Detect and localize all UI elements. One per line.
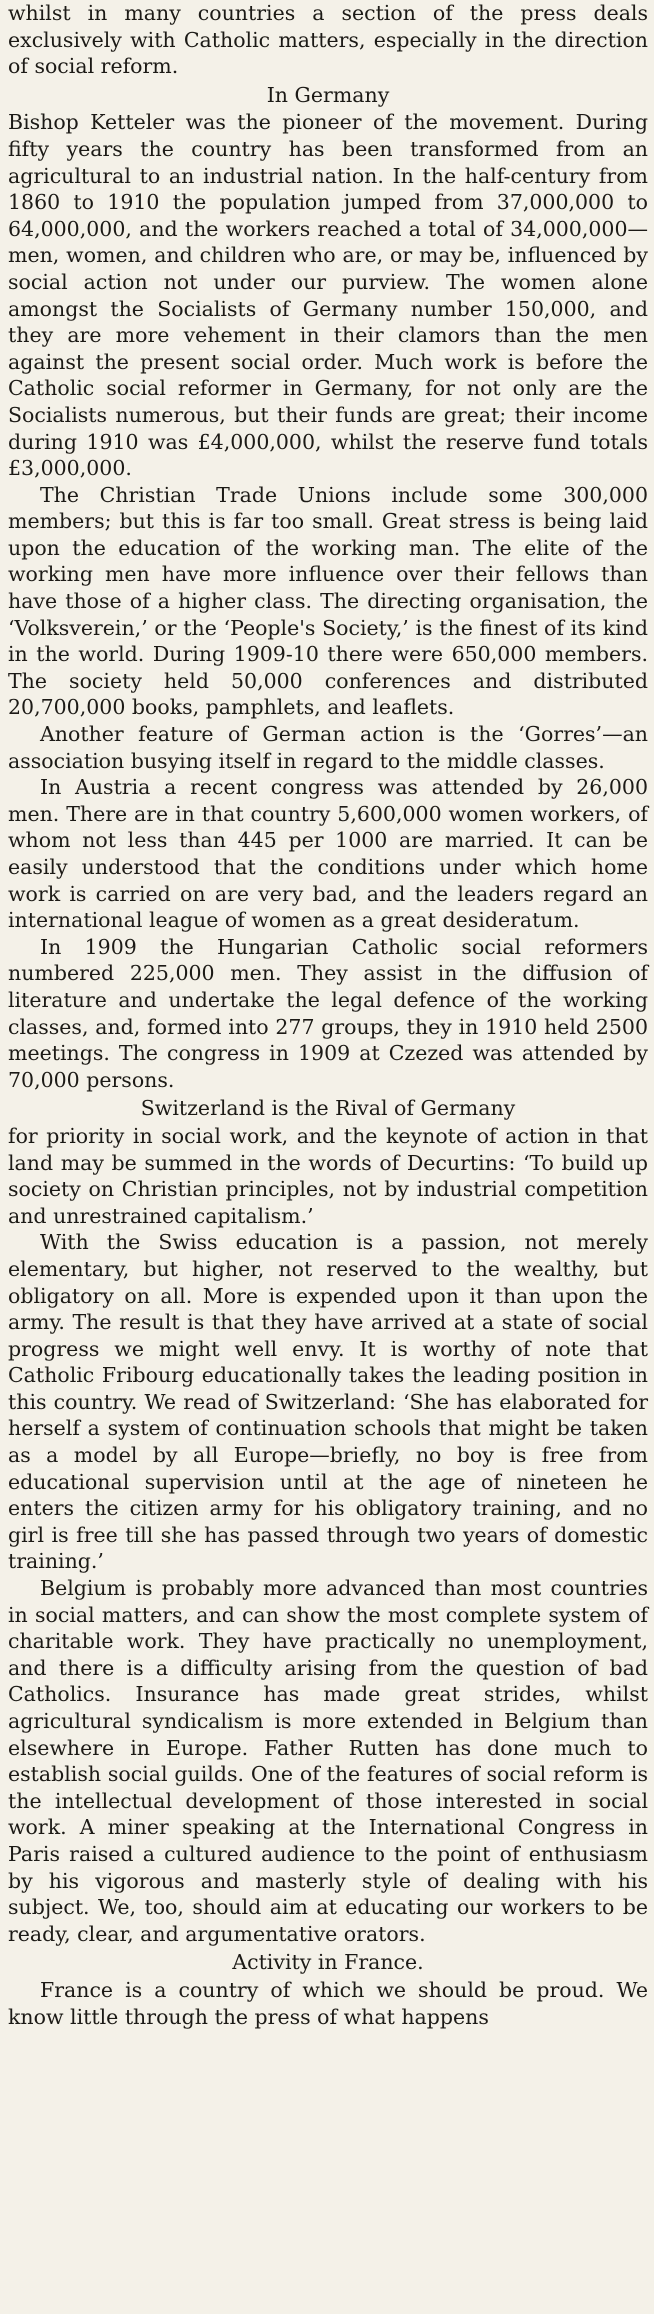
switzerland-paragraph-priority: for priority in social work, and the keynote of action in that land may be summed in the words of Decurtins: ‘To build up society on Christian principles, not by industrial competition and unrestrained capitalism.’ (8, 1123, 648, 1228)
germany-paragraph-trade-unions: The Christian Trade Unions include some 300,000 members; but this is far too small. Great stress is being laid upon the education of the working man. The elite of the working men have more influence over their fellows than have those of a higher class. The directing organisation, the ‘Volksverein,’ or the ‘People's Society,’ is the finest of its kind in the world. During 1909-10 there were 650,000 members. The society held 50,000 conferences and distributed 20,700,000 books, pamphlets, and leaflets. (8, 482, 648, 720)
austria-paragraph: In Austria a recent congress was attended by 26,000 men. There are in that country 5,600,000 women workers, of whom not less than 445 per 1000 are married. It can be easily understood that the conditions under which home work is carried on are very bad, and the leaders regard an international league of women as a great desideratum. (8, 775, 648, 933)
germany-paragraph-ketteler: Bishop Ketteler was the pioneer of the movement. During fifty years the country has been transformed from an agricultural to an industrial nation. In the half-century from 1860 to 1910 the population jumped from 37,000,000 to 64,000,000, and the workers reached a total of 34,000,000—men, women, and children who are, or may be, influenced by social action not under our purview. The women alone amongst the Socialists of Germany number 150,000, and they are more vehement in their clamors than the men against the present social order. Much work is before the Catholic social reformer in Germany, for not only are the Socialists numerous, but their funds are great; their income during 1910 was £4,000,000, whilst the reserve fund totals £3,000,000. (8, 110, 648, 481)
opening-paragraph: whilst in many countries a section of the press deals exclusively with Catholic matters, especially in the direction of social reform. (8, 1, 648, 79)
heading-in-germany: In Germany (266, 82, 390, 107)
belgium-paragraph: Belgium is probably more advanced than most countries in social matters, and can show the most complete system of charitable work. They have practically no unemployment, and there is a difficulty arising from the question of bad Catholics. Insurance has made great strides, whilst agricultural syndicalism is more extended in Belgium than elsewhere in Europe. Father Rutten has done much to establish social guilds. One of the features of social reform is the intellectual development of those interested in social work. A miner speaking at the International Congress in Paris raised a cultured audience to the point of enthusiasm by his vigorous and masterly style of dealing with his subject. We, too, should aim at educating our workers to be ready, clear, and argumentative orators. (8, 1576, 648, 1946)
newspaper-column (8, 0, 648, 2030)
heading-activity-in-france: Activity in France. (232, 1950, 424, 1975)
heading-switzerland: Switzerland is the Rival of Germany (140, 1096, 516, 1121)
switzerland-paragraph-education: With the Swiss education is a passion, not merely elementary, but higher, not reserved to the wealthy, but obligatory on all. More is expended upon it than upon the army. The result is that they have arrived at a state of social progress we might well envy. It is worthy of note that Catholic Fribourg educationally takes the leading position in this country. We read of Switzerland: ‘She has elaborated for herself a system of continuation schools that might be taken as a model by all Europe—briefly, no boy is free from educational supervision until at the age of nineteen he enters the citizen army for his obligatory training, and no girl is free till she has passed through two years of domestic training.’ (8, 1230, 648, 1574)
hungary-paragraph: In 1909 the Hungarian Catholic social reformers numbered 225,000 men. They assist in the diffusion of literature and undertake the legal defence of the working classes, and, formed into 277 groups, they in 1910 held 2500 meetings. The congress in 1909 at Czezed was attended by 70,000 persons. (8, 934, 648, 1092)
france-paragraph: France is a country of which we should be proud. We know little through the press of what happens (8, 1977, 648, 2029)
germany-paragraph-gorres: Another feature of German action is the ‘Gorres’—an association busying itself in regard to the middle classes. (8, 722, 648, 773)
